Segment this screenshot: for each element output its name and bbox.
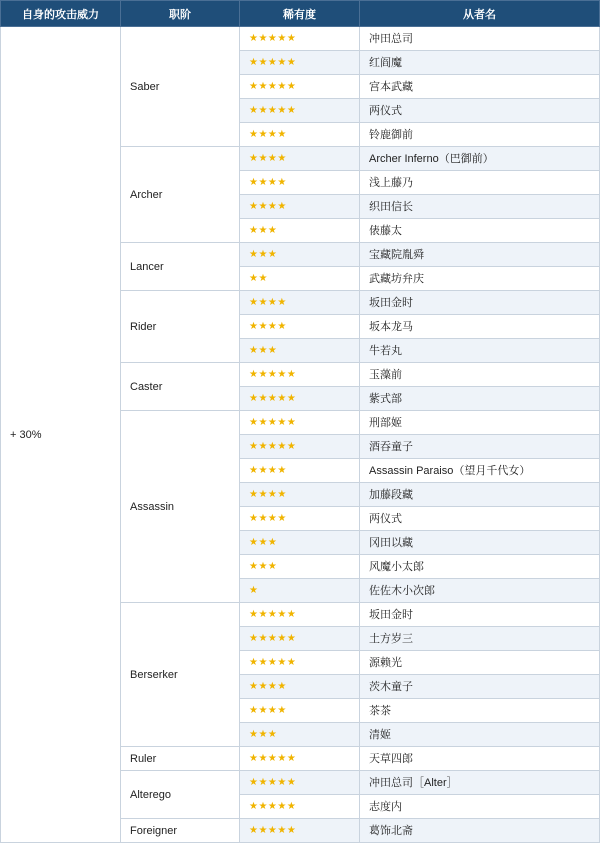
- servant-name: Assassin Paraiso（望月千代女）: [360, 459, 600, 483]
- table-row: [1, 27, 600, 51]
- servant-name: 天草四郎: [360, 747, 600, 771]
- rarity-stars: ★★★★: [240, 291, 360, 315]
- servant-name: 风魔小太郎: [360, 555, 600, 579]
- servant-name: 坂田金时: [360, 291, 600, 315]
- rarity-stars: ★★★: [240, 723, 360, 747]
- servant-name: 刑部姬: [360, 411, 600, 435]
- rarity-stars: ★★★: [240, 219, 360, 243]
- rarity-stars: ★★★★★: [240, 51, 360, 75]
- class-cell: Saber: [121, 27, 240, 147]
- servant-name: 茨木童子: [360, 675, 600, 699]
- servant-name: 坂本龙马: [360, 315, 600, 339]
- rarity-stars: ★: [240, 579, 360, 603]
- rarity-stars: ★★★: [240, 531, 360, 555]
- servant-name: 茶茶: [360, 699, 600, 723]
- class-cell: Foreigner: [121, 819, 240, 843]
- rarity-stars: ★★★★★: [240, 819, 360, 843]
- servant-name: 冲田总司［Alter］: [360, 771, 600, 795]
- servant-name: 加藤段藏: [360, 483, 600, 507]
- rarity-stars: ★★★★★: [240, 435, 360, 459]
- servant-name: 织田信长: [360, 195, 600, 219]
- rarity-stars: ★★★★: [240, 675, 360, 699]
- servant-name: 土方岁三: [360, 627, 600, 651]
- servant-name: 宝藏院胤舜: [360, 243, 600, 267]
- header-class: 职阶: [121, 1, 240, 27]
- header-effect: 自身的攻击威力: [1, 1, 121, 27]
- servant-name: 浅上藤乃: [360, 171, 600, 195]
- table-header-row: [1, 1, 600, 27]
- rarity-stars: ★★★★: [240, 507, 360, 531]
- servant-name: 宫本武藏: [360, 75, 600, 99]
- rarity-stars: ★★★★★: [240, 651, 360, 675]
- rarity-stars: ★★★★: [240, 195, 360, 219]
- rarity-stars: ★★★★: [240, 483, 360, 507]
- rarity-stars: ★★★★: [240, 123, 360, 147]
- rarity-stars: ★★★★★: [240, 627, 360, 651]
- servant-name: 两仪式: [360, 99, 600, 123]
- rarity-stars: ★★★: [240, 243, 360, 267]
- class-cell: Alterego: [121, 771, 240, 819]
- table-body: [1, 27, 600, 843]
- servant-name: 两仪式: [360, 507, 600, 531]
- servant-name: 紫式部: [360, 387, 600, 411]
- servant-name: 葛饰北斋: [360, 819, 600, 843]
- rarity-stars: ★★★★★: [240, 771, 360, 795]
- class-cell: Archer: [121, 147, 240, 243]
- rarity-stars: ★★★★: [240, 459, 360, 483]
- servant-name: Archer Inferno（巴御前）: [360, 147, 600, 171]
- rarity-stars: ★★★★★: [240, 75, 360, 99]
- class-cell: Rider: [121, 291, 240, 363]
- servant-name: 酒吞童子: [360, 435, 600, 459]
- servant-name: 佐佐木小次郎: [360, 579, 600, 603]
- servant-name: 牛若丸: [360, 339, 600, 363]
- servant-name: 武藏坊弁庆: [360, 267, 600, 291]
- header-servant-name: 从者名: [360, 1, 600, 27]
- servant-name: 冲田总司: [360, 27, 600, 51]
- rarity-stars: ★★★★★: [240, 747, 360, 771]
- servant-name: 铃鹿御前: [360, 123, 600, 147]
- rarity-stars: ★★★★★: [240, 99, 360, 123]
- servant-name: 玉藻前: [360, 363, 600, 387]
- class-cell: Caster: [121, 363, 240, 411]
- servant-name: 志度内: [360, 795, 600, 819]
- rarity-stars: ★★★★★: [240, 363, 360, 387]
- servant-name: 坂田金时: [360, 603, 600, 627]
- rarity-stars: ★★★★: [240, 315, 360, 339]
- class-cell: Lancer: [121, 243, 240, 291]
- class-cell: Berserker: [121, 603, 240, 747]
- effect-value: + 30%: [1, 27, 121, 843]
- header-rarity: 稀有度: [240, 1, 360, 27]
- rarity-stars: ★★★★: [240, 699, 360, 723]
- rarity-stars: ★★★★: [240, 171, 360, 195]
- servant-name: 清姬: [360, 723, 600, 747]
- rarity-stars: ★★★★★: [240, 27, 360, 51]
- rarity-stars: ★★★: [240, 339, 360, 363]
- rarity-stars: ★★★★★: [240, 387, 360, 411]
- class-cell: Assassin: [121, 411, 240, 603]
- class-cell: Ruler: [121, 747, 240, 771]
- rarity-stars: ★★: [240, 267, 360, 291]
- servant-name: 红阎魔: [360, 51, 600, 75]
- rarity-stars: ★★★★★: [240, 411, 360, 435]
- rarity-stars: ★★★★: [240, 147, 360, 171]
- rarity-stars: ★★★: [240, 555, 360, 579]
- servant-name: 源赖光: [360, 651, 600, 675]
- servant-name: 俵藤太: [360, 219, 600, 243]
- rarity-stars: ★★★★★: [240, 795, 360, 819]
- rarity-stars: ★★★★★: [240, 603, 360, 627]
- servant-name: 冈田以藏: [360, 531, 600, 555]
